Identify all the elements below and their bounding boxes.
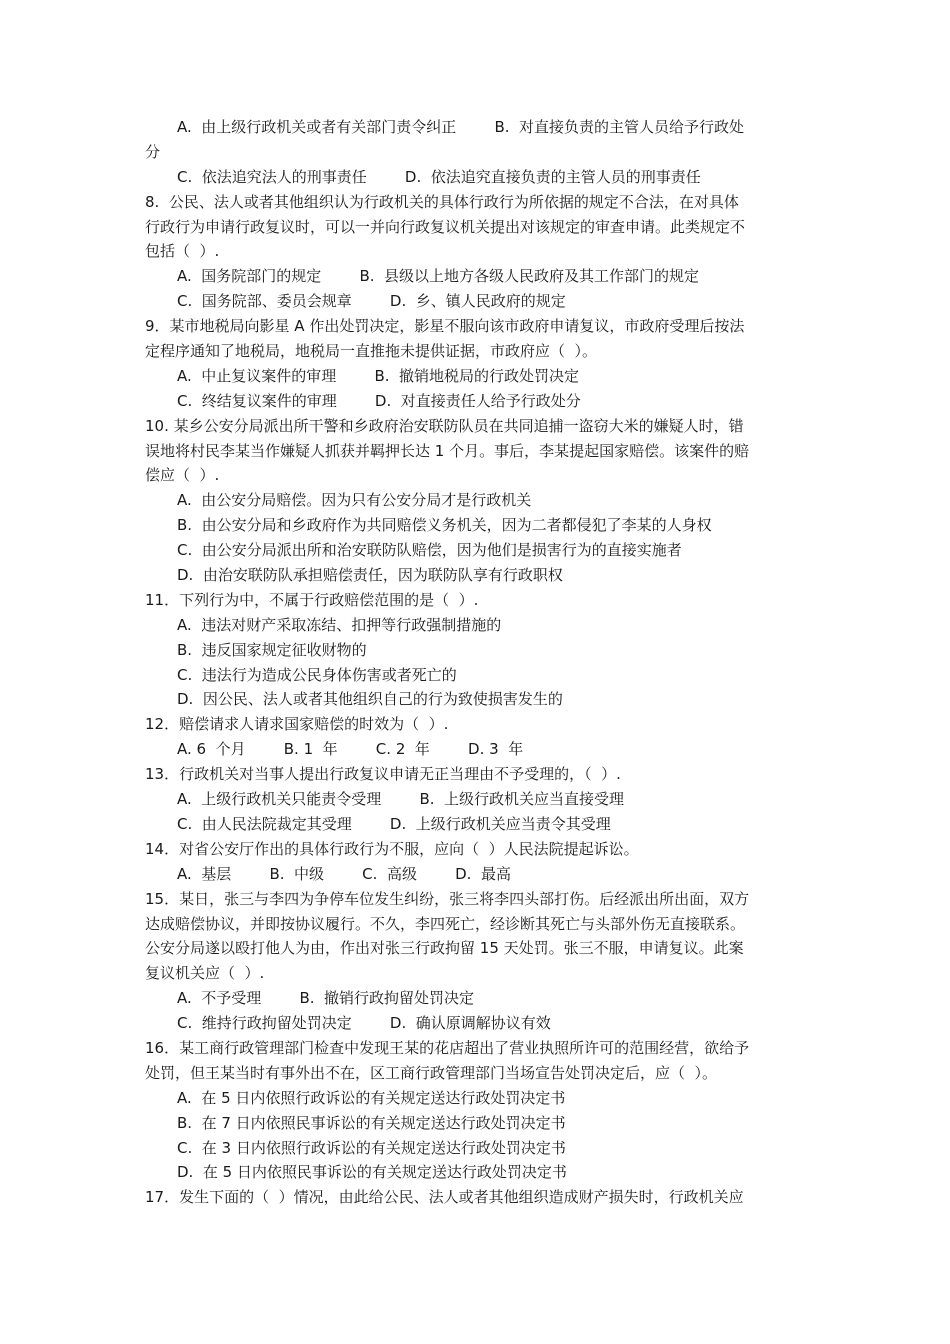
question-text-line: 包括（ ）. [145, 242, 220, 261]
answer-option-line: A. 中止复议案件的审理 B. 撤销地税局的行政处罚决定 [177, 366, 580, 385]
answer-option-line: D. 由治安联防队承担赔偿责任，因为联防队享有行政职权 [177, 566, 563, 585]
document-page [145, 115, 810, 1210]
question-text-line: 行政行为申请行政复议时，可以一并向行政复议机关提出对该规定的审查申请。此类规定不 [145, 217, 746, 236]
answer-option-line: A. 由公安分局赔偿。因为只有公安分局才是行政机关 [177, 491, 532, 510]
answer-option-line: A. 6 个月 B. 1 年 C. 2 年 D. 3 年 [177, 740, 524, 759]
answer-option-line: C. 由公安分局派出所和治安联防队赔偿，因为他们是损害行为的直接实施者 [177, 541, 682, 560]
answer-option-line: C. 维持行政拘留处罚决定 D. 确认原调解协议有效 [177, 1014, 551, 1033]
question-text-line: 定程序通知了地税局，地税局一直推拖未提供证据，市政府应（ ）。 [145, 342, 598, 361]
answer-option-line: B. 违反国家规定征收财物的 [177, 640, 367, 659]
question-text-line: 8. 公民、法人或者其他组织认为行政机关的具体行政行为所依据的规定不合法，在对具体 [145, 192, 739, 211]
answer-option-line: C. 由人民法院裁定其受理 D. 上级行政机关应当责令其受理 [177, 814, 611, 833]
answer-option-line: A. 在 5 日内依照行政诉讼的有关规定送达行政处罚决定书 [177, 1088, 566, 1107]
question-text-line: 16．某工商行政管理部门检查中发现王某的花店超出了营业执照所许可的范围经营，欲给予 [145, 1038, 750, 1057]
question-text-line: 公安分局遂以殴打他人为由，作出对张三行政拘留 15 天处罚。张三不服，申请复议。此案 [145, 939, 744, 958]
answer-option-line: C. 依法追究法人的刑事责任 D. 依法追究直接负责的主管人员的刑事责任 [177, 167, 701, 186]
answer-option-line: B. 由公安分局和乡政府作为共同赔偿义务机关，因为二者都侵犯了李某的人身权 [177, 516, 712, 535]
answer-option-line: D. 在 5 日内依照民事诉讼的有关规定送达行政处罚决定书 [177, 1163, 567, 1182]
question-text-line: 误地将村民李某当作嫌疑人抓获并羁押长达 1 个月。事后，李某提起国家赔偿。该案件的赔 [145, 441, 750, 460]
question-text-line: 11．下列行为中，不属于行政赔偿范围的是（ ）. [145, 590, 479, 609]
question-text-line: 13．行政机关对当事人提出行政复议申请无正当理由不予受理的，（ ）. [145, 765, 621, 784]
question-text-line: 10. 某乡公安分局派出所干警和乡政府治安联防队员在共同追捕一盗窃大米的嫌疑人时，错 [145, 416, 744, 435]
question-text-line: 处罚，但王某当时有事外出不在，区工商行政管理部门当场宣告处罚决定后，应（ ）。 [145, 1063, 718, 1082]
question-text-line: 复议机关应（ ）. [145, 964, 265, 983]
question-text-line: 达成赔偿协议，并即按协议履行。不久，李四死亡，经诊断其死亡与头部外伤无直接联系。 [145, 914, 746, 933]
answer-option-line: A. 违法对财产采取冻结、扣押等行政强制措施的 [177, 615, 502, 634]
answer-option-line: C. 在 3 日内依照行政诉讼的有关规定送达行政处罚决定书 [177, 1138, 566, 1157]
answer-option-line: D. 因公民、法人或者其他组织自己的行为致使损害发生的 [177, 690, 563, 709]
answer-option-line: C. 国务院部、委员会规章 D. 乡、镇人民政府的规定 [177, 292, 566, 311]
question-text-line: 15．某日，张三与李四为争停车位发生纠纷，张三将李四头部打伤。后经派出所出面，双方 [145, 889, 750, 908]
answer-option-line: A. 基层 B. 中级 C. 高级 D. 最高 [177, 864, 511, 883]
answer-option-line: A. 由上级行政机关或者有关部门责令纠正 B. 对直接负责的主管人员给予行政处 [177, 118, 745, 136]
question-text-line: 17．发生下面的（ ）情况，由此给公民、法人或者其他组织造成财产损失时，行政机关应 [145, 1188, 744, 1207]
answer-option-line: C. 终结复议案件的审理 D. 对直接责任人给予行政处分 [177, 391, 581, 410]
question-text-line: 偿应（ ）. [145, 466, 220, 485]
question-text-line: 分 [145, 142, 161, 161]
question-text-line: 14．对省公安厅作出的具体行政行为不服，应向（ ）人民法院提起诉讼。 [145, 839, 639, 858]
question-text-line: 12．赔偿请求人请求国家赔偿的时效为（ ）. [145, 715, 449, 734]
question-text-line: 9．某市地税局向影星 A 作出处罚决定，影星不服向该市政府申请复议，市政府受理后按法 [145, 317, 745, 336]
answer-option-line: A. 国务院部门的规定 B. 县级以上地方各级人民政府及其工作部门的规定 [177, 267, 700, 286]
answer-option-line: C. 违法行为造成公民身体伤害或者死亡的 [177, 665, 457, 684]
answer-option-line: B. 在 7 日内依照民事诉讼的有关规定送达行政处罚决定书 [177, 1113, 566, 1132]
answer-option-line: A. 不予受理 B. 撤销行政拘留处罚决定 [177, 989, 475, 1008]
answer-option-line: A. 上级行政机关只能责令受理 B. 上级行政机关应当直接受理 [177, 790, 625, 809]
